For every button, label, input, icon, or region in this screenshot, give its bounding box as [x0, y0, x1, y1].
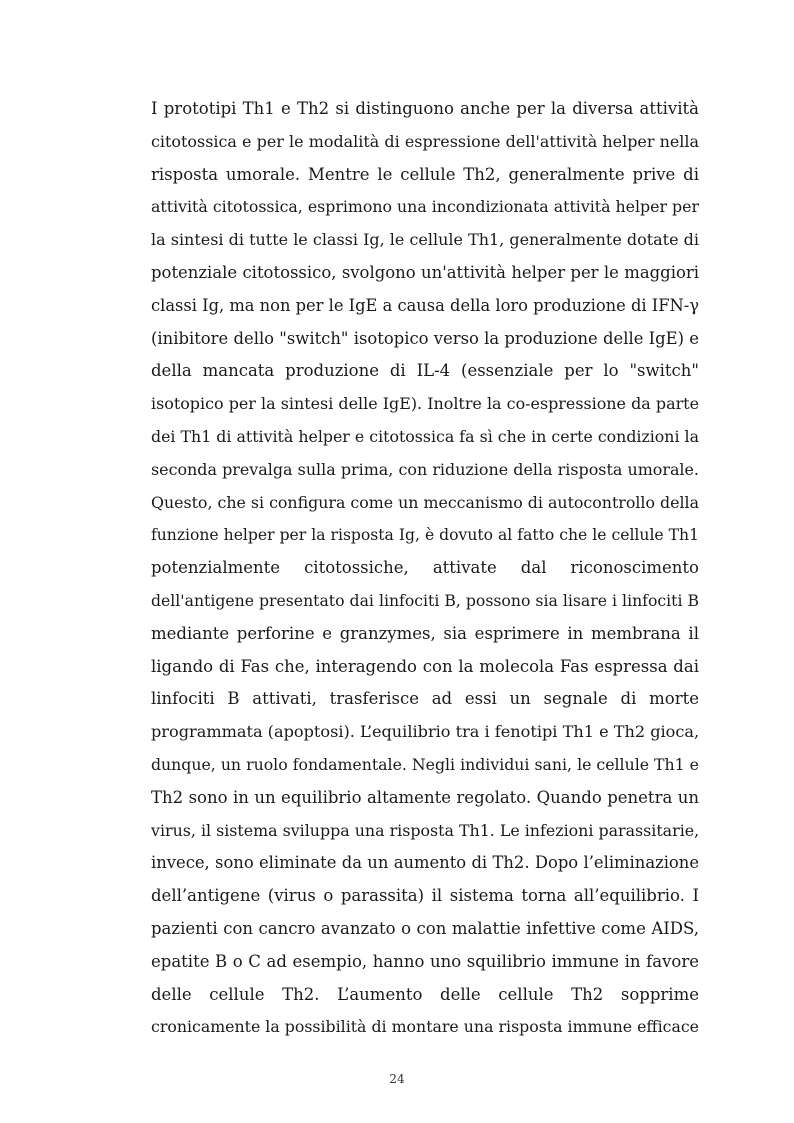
- text-line-27: epatite B o C ad esempio, hanno uno squilibrio immune in favore: [151, 951, 699, 971]
- text-line-17: mediante perforine e granzymes, sia esprimere in membrana il: [151, 623, 699, 643]
- text-line-4: attività citotossica, esprimono una incondizionata attività helper per: [151, 197, 699, 217]
- text-line-25: dell’antigene (virus o parassita) il sistema torna all’equilibrio. I: [151, 886, 699, 906]
- text-line-28: delle cellule Th2. L’aumento delle cellule Th2 sopprime: [151, 984, 699, 1004]
- text-line-7: classi Ig, ma non per le IgE a causa della loro produzione di IFN-γ: [151, 295, 699, 315]
- text-line-1: I prototipi Th1 e Th2 si distinguono anche per la diversa attività: [151, 99, 699, 118]
- text-line-26: pazienti con cancro avanzato o con malattie infettive come AIDS,: [151, 918, 699, 938]
- page-number: 24: [389, 1072, 405, 1086]
- text-line-2: citotossica e per le modalità di espressione dell'attività helper nella: [151, 131, 699, 151]
- text-line-14: funzione helper per la risposta Ig, è dovuto al fatto che le cellule Th1: [151, 526, 699, 545]
- body-paragraph: [151, 93, 699, 1044]
- text-line-13: Questo, che si configura come un meccanismo di autocontrollo della: [151, 492, 699, 512]
- text-line-9: della mancata produzione di IL-4 (essenziale per lo "switch": [151, 361, 699, 381]
- text-line-6: potenziale citotossico, svolgono un'attività helper per le maggiori: [151, 262, 699, 282]
- text-line-12: seconda prevalga sulla prima, con riduzione della risposta umorale.: [151, 459, 699, 479]
- text-line-18: ligando di Fas che, interagendo con la molecola Fas espressa dai: [151, 656, 699, 676]
- text-line-22: Th2 sono in un equilibrio altamente regolato. Quando penetra un: [151, 787, 699, 807]
- text-line-20: programmata (apoptosi). L’equilibrio tra i fenotipi Th1 e Th2 gioca,: [151, 722, 700, 742]
- text-line-24: invece, sono eliminate da un aumento di Th2. Dopo l’eliminazione: [151, 853, 699, 873]
- text-line-3: risposta umorale. Mentre le cellule Th2, generalmente prive di: [151, 164, 699, 184]
- text-line-19: linfociti B attivati, trasferisce ad essi un segnale di morte: [151, 689, 699, 709]
- text-line-23: virus, il sistema sviluppa una risposta Th1. Le infezioni parassitarie,: [151, 820, 700, 840]
- text-line-5: la sintesi di tutte le classi Ig, le cellule Th1, generalmente dotate di: [151, 230, 699, 250]
- text-line-16: dell'antigene presentato dai linfociti B, possono sia lisare i linfociti B: [151, 590, 699, 610]
- text-line-21: dunque, un ruolo fondamentale. Negli individui sani, le cellule Th1 e: [151, 754, 699, 774]
- text-line-10: isotopico per la sintesi delle IgE). Inoltre la co-espressione da parte: [151, 394, 699, 414]
- text-line-15: potenzialmente citotossiche, attivate dal riconoscimento: [151, 558, 699, 578]
- text-line-11: dei Th1 di attività helper e citotossica fa sì che in certe condizioni la: [151, 426, 699, 446]
- text-line-8: (inibitore dello "switch" isotopico verso la produzione delle IgE) e: [151, 328, 699, 348]
- text-line-29: cronicamente la possibilità di montare una risposta immune efficace: [151, 1017, 699, 1037]
